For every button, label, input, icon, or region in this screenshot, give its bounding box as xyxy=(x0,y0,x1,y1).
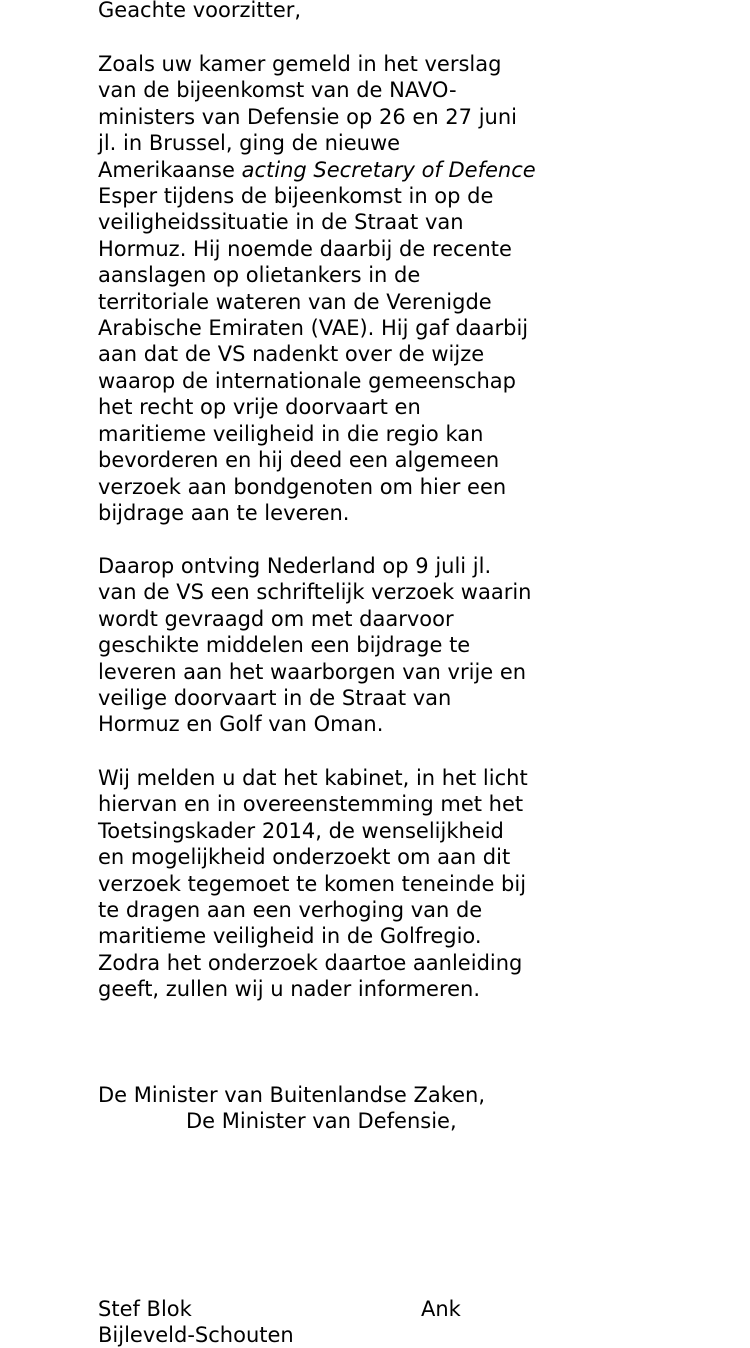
paragraph-line: aan dat de VS nadenkt over de wijze xyxy=(98,342,485,367)
paragraph-line: geschikte middelen een bijdrage te xyxy=(98,633,471,658)
paragraph-line: waarop de internationale gemeenschap xyxy=(98,368,516,393)
paragraph-us-request xyxy=(98,553,531,738)
paragraph-line: geeft, zullen wij u nader informeren. xyxy=(98,977,481,1002)
paragraph-line: van de VS een schriftelijk verzoek waarin xyxy=(98,580,532,605)
signer-name-foreign-affairs: Stef Blok xyxy=(98,1297,192,1321)
paragraph-line: territoriale wateren van de Verenigde xyxy=(98,289,492,314)
paragraph-line: Zodra het onderzoek daartoe aanleiding xyxy=(98,950,523,975)
paragraph-line: leveren aan het waarborgen van vrije en xyxy=(98,659,527,684)
paragraph-line: veiligheidssituatie in de Straat van xyxy=(98,210,464,235)
paragraph-text: Amerikaanse xyxy=(98,157,242,182)
paragraph-line: het recht op vrije doorvaart en xyxy=(98,395,421,420)
paragraph-line: wordt gevraagd om met daarvoor xyxy=(98,606,454,631)
paragraph-line: en mogelijkheid onderzoekt om aan dit xyxy=(98,845,511,870)
signature-title-defence: De Minister van Defensie, xyxy=(186,1109,457,1133)
paragraph-line: hiervan en in overeenstemming met het xyxy=(98,792,524,817)
salutation: Geachte voorzitter, xyxy=(98,0,302,22)
paragraph-line xyxy=(98,157,536,183)
paragraph-request-context xyxy=(98,51,536,526)
paragraph-line: Toetsingskader 2014, de wenselijkheid xyxy=(98,818,504,843)
signature-title-foreign-affairs: De Minister van Buitenlandse Zaken, xyxy=(98,1083,486,1107)
paragraph-line: ministers van Defensie op 26 en 27 juni xyxy=(98,104,517,129)
paragraph-line: Esper tijdens de bijeenkomst in op de xyxy=(98,184,494,209)
paragraph-line: van de bijeenkomst van de NAVO- xyxy=(98,78,457,103)
paragraph-line: Daarop ontving Nederland op 9 juli jl. xyxy=(98,554,492,578)
paragraph-line: Hormuz. Hij noemde daarbij de recente xyxy=(98,236,512,261)
paragraph-line: jl. in Brussel, ging de nieuwe xyxy=(98,131,401,156)
paragraph-line: aanslagen op olietankers in de xyxy=(98,263,421,288)
paragraph-line: bevorderen en hij deed een algemeen xyxy=(98,448,500,473)
signer-first-name-defence: Ank xyxy=(421,1297,461,1321)
paragraph-line: Zoals uw kamer gemeld in het verslag xyxy=(98,52,502,76)
paragraph-line: verzoek aan bondgenoten om hier een xyxy=(98,474,507,499)
paragraph-line: Hormuz en Golf van Oman. xyxy=(98,712,384,737)
paragraph-line: maritieme veiligheid in de Golfregio. xyxy=(98,924,482,949)
paragraph-line: te dragen aan een verhoging van de xyxy=(98,898,483,923)
paragraph-line: Arabische Emiraten (VAE). Hij gaf daarbij xyxy=(98,316,529,341)
paragraph-line: bijdrage aan te leveren. xyxy=(98,500,350,525)
paragraph-line: maritieme veiligheid in die regio kan xyxy=(98,421,484,446)
signer-last-name-defence: Bijleveld-Schouten xyxy=(98,1323,294,1347)
paragraph-cabinet-response xyxy=(98,765,528,1003)
paragraph-line: Wij melden u dat het kabinet, in het licht xyxy=(98,766,528,790)
paragraph-line: veilige doorvaart in de Straat van xyxy=(98,686,452,711)
paragraph-line: verzoek tegemoet te komen teneinde bij xyxy=(98,871,527,896)
italic-title: acting Secretary of Defence xyxy=(241,157,536,182)
